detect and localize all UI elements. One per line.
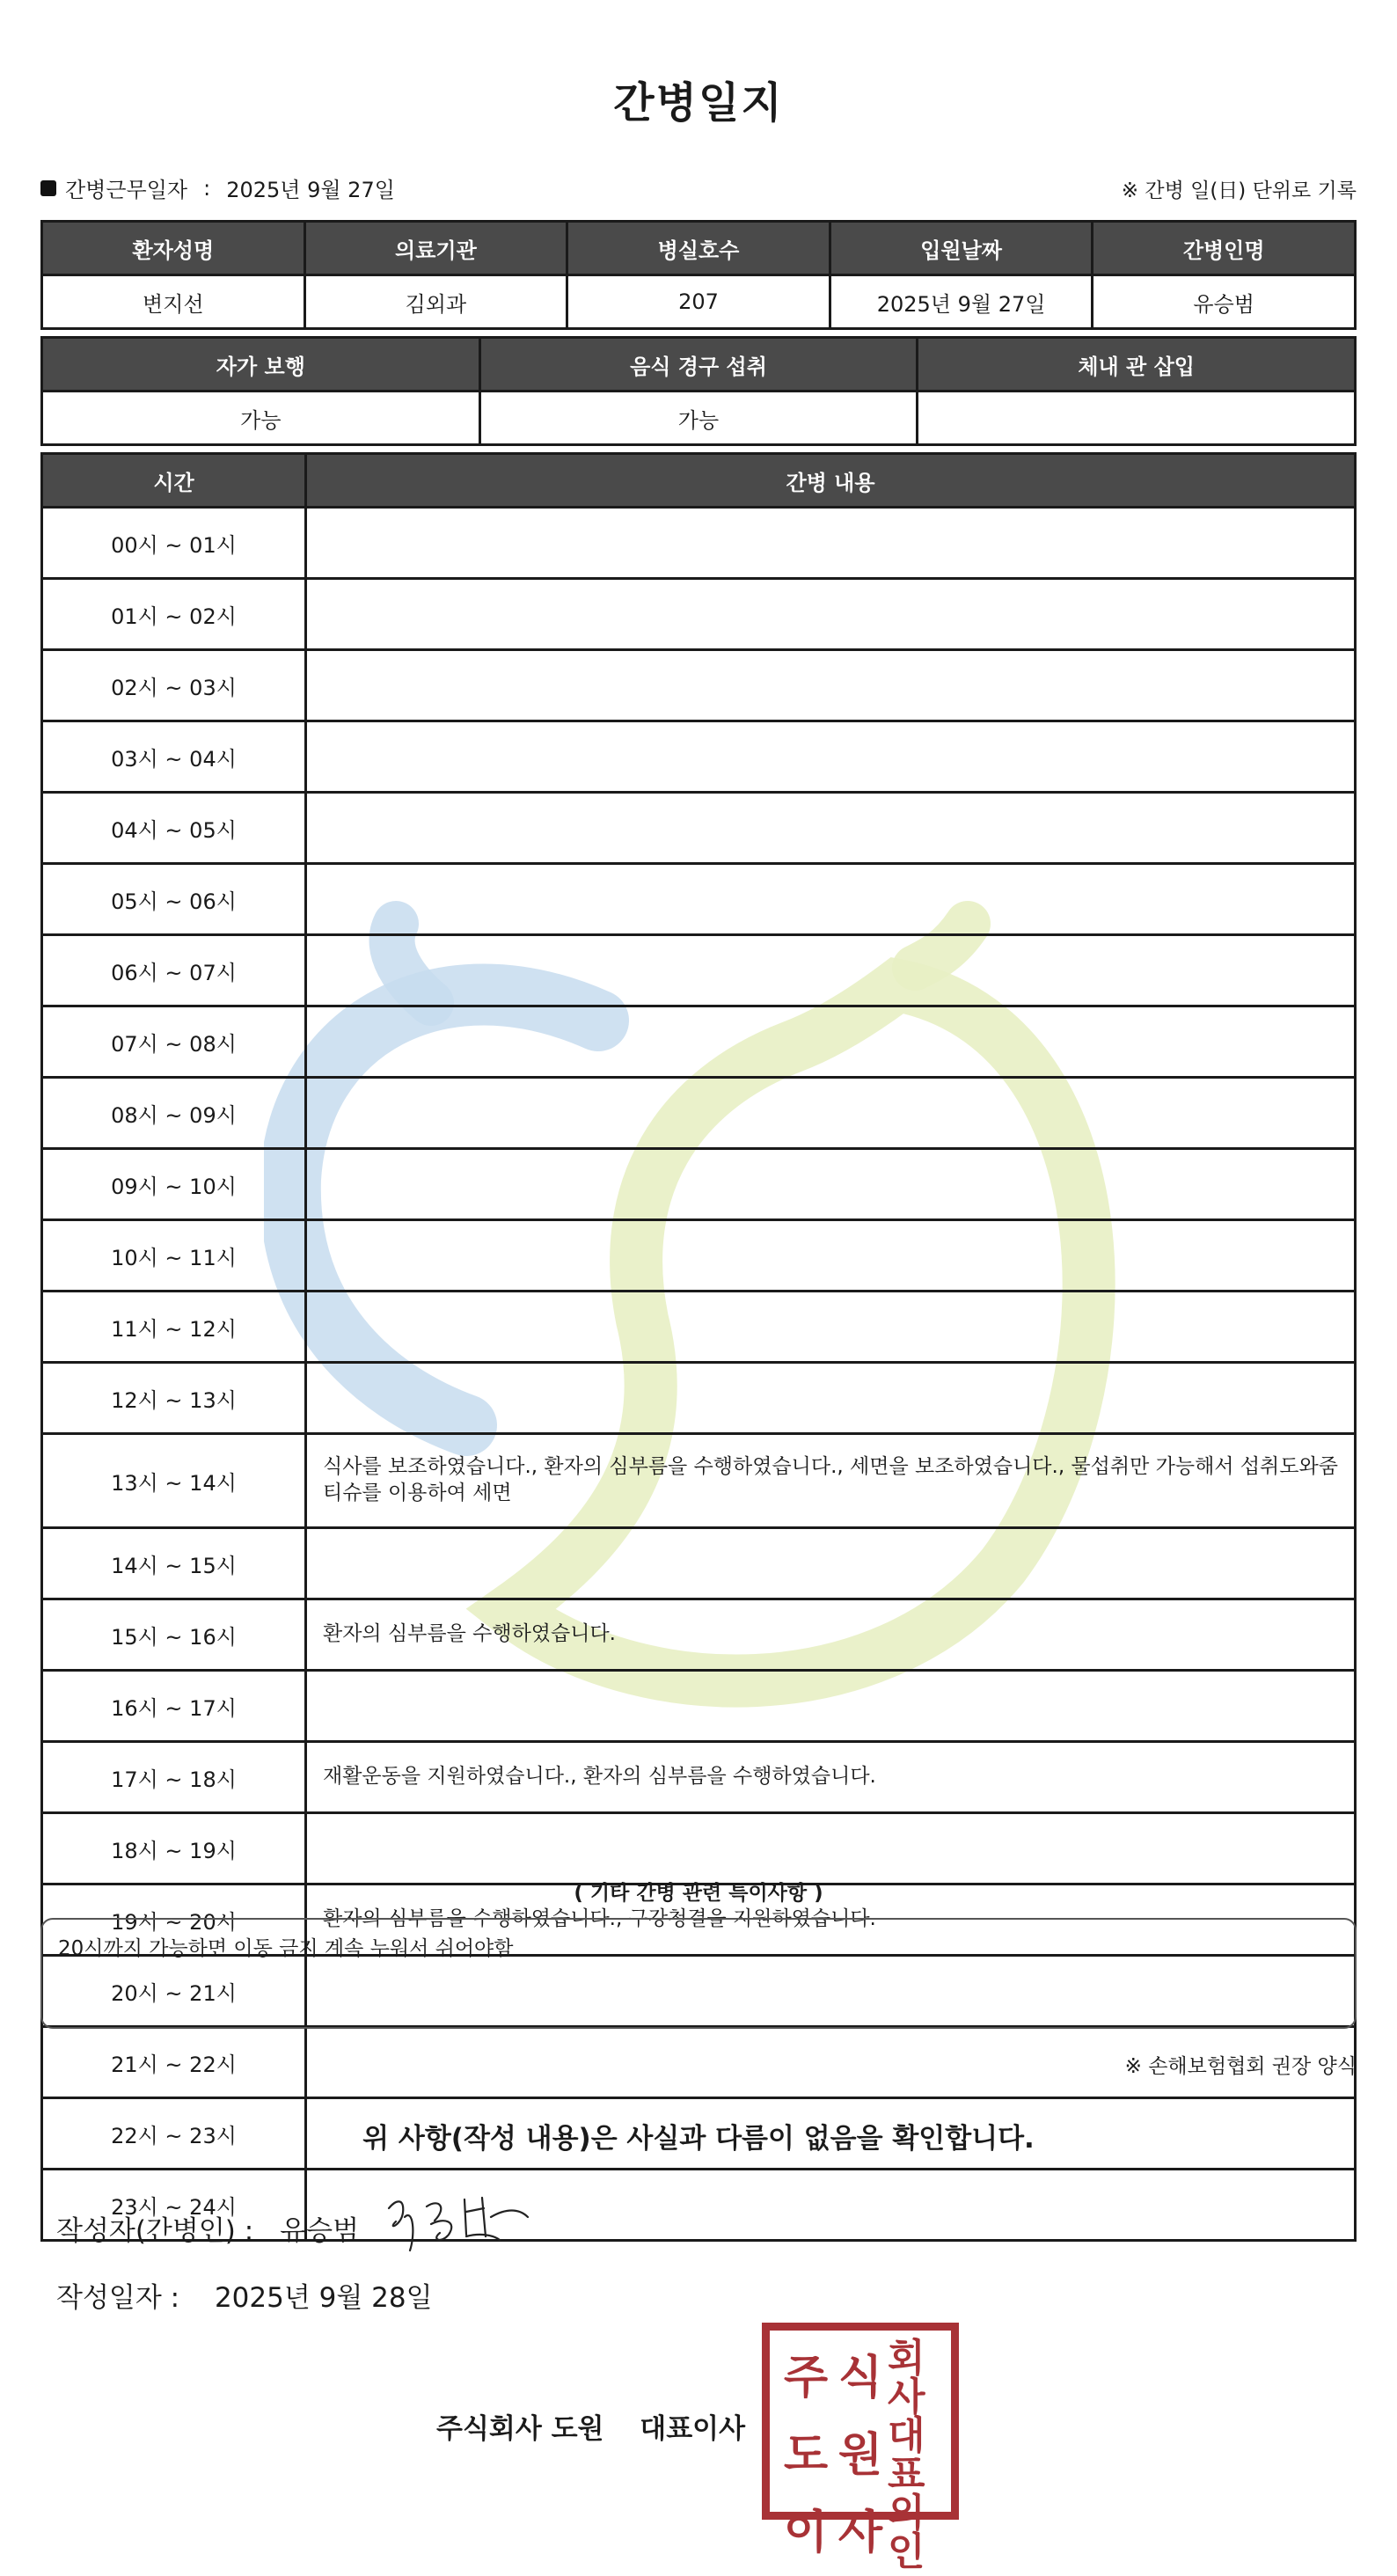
written-date-label: 작성일자 : [56,2282,180,2314]
care-log-row [42,1363,1356,1434]
care-log-content: 식사를 보조하였습니다., 환자의 심부름을 수행하였습니다., 세면을 보조하였습니다., 물섭취만 가능해서 섭취도와줌 티슈를 이용하여 세면 [306,1434,1356,1528]
work-date [40,172,395,203]
care-log-row [42,1599,1356,1671]
care-log-content [306,1220,1356,1292]
ceo-label: 대표이사 [640,2413,746,2445]
care-log-content [306,935,1356,1006]
header-room-number: 병실호수 [567,222,830,275]
care-log-content [306,864,1356,935]
care-log-row [42,1528,1356,1599]
care-log-time: 01시 ~ 02시 [42,579,306,650]
special-notes-box: 20시까지 가능하면 이동 금지 계속 누워서 쉬어야함 [40,1918,1357,2029]
care-log-time: 16시 ~ 17시 [42,1671,306,1742]
care-log-time: 06시 ~ 07시 [42,935,306,1006]
care-log-time: 21시 ~ 22시 [42,2027,306,2098]
patient-info-value-row [42,275,1356,329]
recommended-form-note: ※ 손해보험협회 권장 양식 [1124,2055,1357,2078]
care-log-content [306,1528,1356,1599]
seal-char: 식 [837,2352,883,2404]
care-log-time: 10시 ~ 11시 [42,1220,306,1292]
care-log-content [306,1006,1356,1078]
care-log-row [42,1671,1356,1742]
seal-char: 사 [837,2506,883,2559]
care-log-content: 환자의 심부름을 수행하였습니다., 구강청결을 지원하였습니다. [306,1884,1356,1956]
patient-info-header-row [42,222,1356,275]
care-log-row [42,1292,1356,1363]
care-log-row [42,1149,1356,1220]
care-log-row [42,579,1356,650]
care-log-row [42,508,1356,579]
company-name: 주식회사 도원 [436,2413,604,2445]
care-log-row [42,650,1356,721]
care-log-row [42,1813,1356,1884]
care-log-content [306,508,1356,579]
writer-label: 작성자(간병인) : [56,2215,254,2247]
header-care-content: 간병 내용 [306,454,1356,508]
header-oral-intake: 음식 경구 섭취 [479,338,918,392]
care-log-content [306,1078,1356,1149]
care-log-time: 15시 ~ 16시 [42,1599,306,1671]
care-log-time: 22시 ~ 23시 [42,2098,306,2170]
care-log-time: 18시 ~ 19시 [42,1813,306,1884]
patient-status-table [40,336,1357,446]
care-log-content [306,721,1356,793]
care-log-time: 08시 ~ 09시 [42,1078,306,1149]
care-log-row [42,1078,1356,1149]
care-log-time: 02시 ~ 03시 [42,650,306,721]
written-date-line [56,2275,433,2315]
work-date-separator: : [203,175,211,201]
care-log-row [42,721,1356,793]
care-log-time: 11시 ~ 12시 [42,1292,306,1363]
care-log-row [42,935,1356,1006]
care-log-row [42,1006,1356,1078]
care-log-row [42,793,1356,864]
care-log-row [42,1434,1356,1528]
care-log-time: 20시 ~ 21시 [42,1956,306,2027]
care-log-row [42,1742,1356,1813]
oral-intake-value: 가능 [479,392,918,445]
care-log-time: 03시 ~ 04시 [42,721,306,793]
work-date-value: 2025년 9월 27일 [226,178,395,202]
care-log-time: 23시 ~ 24시 [42,2170,306,2241]
care-log-content: 재활운동을 지원하였습니다., 환자의 심부름을 수행하였습니다. [306,1742,1356,1813]
care-log-time: 17시 ~ 18시 [42,1742,306,1813]
status-header-row [42,338,1356,392]
care-log-header-row [42,454,1356,508]
care-log-time: 05시 ~ 06시 [42,864,306,935]
care-log-time: 04시 ~ 05시 [42,793,306,864]
caregiver-name: 유승범 [1093,275,1356,329]
care-log-content: 환자의 심부름을 수행하였습니다. [306,1599,1356,1671]
patient-info-table [40,220,1357,330]
care-log-content [306,1671,1356,1742]
seal-char: 회사 [888,2336,925,2419]
confirmation-statement: 위 사항(작성 내용)은 사실과 다름이 없음을 확인합니다. [362,2123,1035,2155]
document-title: 간병일지 [613,78,784,128]
care-log-content [306,1149,1356,1220]
status-value-row [42,392,1356,445]
care-log-content [306,579,1356,650]
patient-name: 변지선 [42,275,305,329]
header-tube-insertion: 체내 관 삽입 [918,338,1356,392]
company-seal-stamp [762,2323,959,2574]
care-log-time: 09시 ~ 10시 [42,1149,306,1220]
header-self-walking: 자가 보행 [42,338,480,392]
header-admission-date: 입원날짜 [830,222,1093,275]
seal-char: 대표 [888,2413,925,2497]
written-date-value: 2025년 9월 28일 [214,2282,433,2314]
care-log-row [42,864,1356,935]
header-caregiver-name: 간병인명 [1093,222,1356,275]
writer-line [56,2208,359,2248]
care-log-time: 00시 ~ 01시 [42,508,306,579]
seal-char: 주 [783,2352,829,2404]
care-log-time: 13시 ~ 14시 [42,1434,306,1528]
tube-insertion-value [918,392,1356,445]
care-log-row [42,1220,1356,1292]
seal-char: 원 [837,2429,883,2482]
seal-char: 이 [783,2506,829,2559]
care-log-time: 14시 ~ 15시 [42,1528,306,1599]
care-log-time: 12시 ~ 13시 [42,1363,306,1434]
seal-char: 도 [783,2429,829,2482]
writer-name: 유승범 [280,2215,360,2247]
care-log-content [306,650,1356,721]
special-notes-title: ( 기타 간병 관련 특이사항 ) [574,1882,823,1905]
care-log-content [306,1813,1356,1884]
room-number: 207 [567,275,830,329]
self-walking-value: 가능 [42,392,480,445]
care-log-content [306,1292,1356,1363]
work-date-label: 간병근무일자 [65,178,188,202]
header-hospital: 의료기관 [304,222,567,275]
company-line [436,2406,745,2446]
square-bullet-icon [40,180,56,196]
care-log-time: 07시 ~ 08시 [42,1006,306,1078]
header-patient-name: 환자성명 [42,222,305,275]
seal-char: 의인 [888,2491,925,2574]
hospital-name: 김외과 [304,275,567,329]
daily-record-note: ※ 간병 일(日) 단위로 기록 [1121,179,1357,202]
care-log-content [306,793,1356,864]
header-time: 시간 [42,454,306,508]
care-log-content [306,1363,1356,1434]
handwritten-signature [378,2182,537,2261]
care-log-time: 19시 ~ 20시 [42,1884,306,1956]
admission-date: 2025년 9월 27일 [830,275,1093,329]
